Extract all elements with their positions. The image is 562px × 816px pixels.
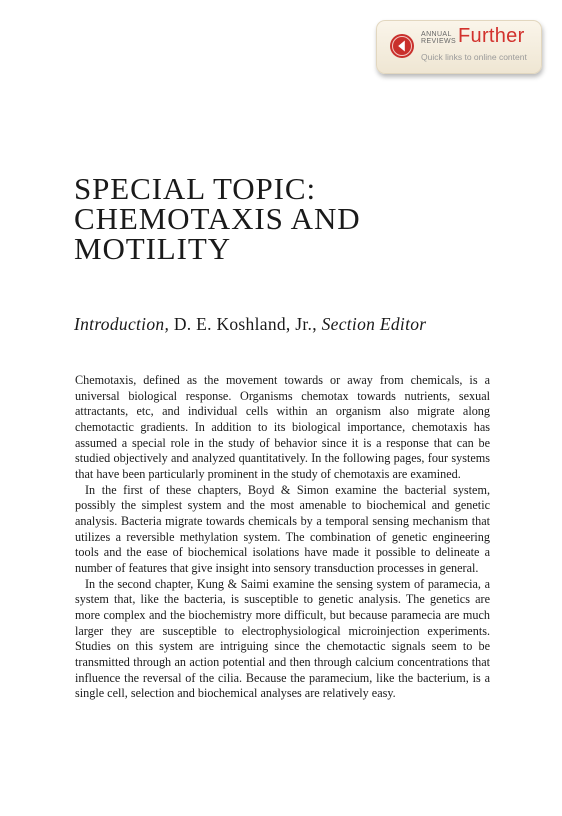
byline-introduction: Introduction,: [74, 314, 170, 334]
body-paragraph: Chemotaxis, defined as the movement towards or away from chemicals, is a universal biological response. Organisms chemotax towards nutrients, sexual attractants, etc, and individual cells within an organism also migrate along chemotactic gradients. In addition to its biological importance, chemotaxis has assumed a special role in the study of behavior since it is a response that can be studied objectively and analyzed quantitatively. In the following pages, four systems that have been particularly prominent in the study of chemotaxis are examined.: [75, 373, 490, 482]
annual-reviews-further-badge[interactable]: [376, 20, 542, 74]
title-line: SPECIAL TOPIC:: [74, 171, 316, 206]
body-paragraph: In the second chapter, Kung & Saimi examine the sensing system of paramecia, a system that, like the bacteria, is susceptible to genetic analysis. The genetics are more complex and the biochemistry more difficult, but because paramecia are much larger they are susceptible to electrophysiological microinjection experiments. Studies on this system are intriguing since the chemotactic signals seem to be transmitted through an action potential and then through calcium concentrations that influence the reversal of the cilia. Because the paramecium, like the bacterium, is a single cell, selection and biochemical analyses are relatively easy.: [75, 576, 490, 701]
title-line: MOTILITY: [74, 231, 231, 266]
badge-annual-reviews-label: ANNUAL REVIEWS: [421, 31, 457, 45]
title-line: CHEMOTAXIS AND: [74, 201, 361, 236]
play-arrow-icon: [389, 33, 415, 59]
page-title: [74, 171, 361, 266]
body-paragraph: In the first of these chapters, Boyd & Simon examine the bacterial system, possibly the simplest system and the most amenable to biochemical and genetic analysis. Bacteria migrate towards chemicals by a temporal sensing mechanism that utilizes a reversible methylation system. The combination of genetic engineering tools and the ease of biochemical isolations have made it possible to delineate a number of features that give insight into sensory transduction processes in general.: [75, 482, 490, 576]
byline-author: D. E. Koshland, Jr.,: [173, 314, 317, 334]
badge-subtitle: Quick links to online content: [421, 52, 527, 62]
badge-further-label: Further: [458, 25, 525, 47]
byline-role: Section Editor: [321, 314, 427, 334]
byline: [74, 314, 426, 335]
article-body: [75, 373, 490, 702]
